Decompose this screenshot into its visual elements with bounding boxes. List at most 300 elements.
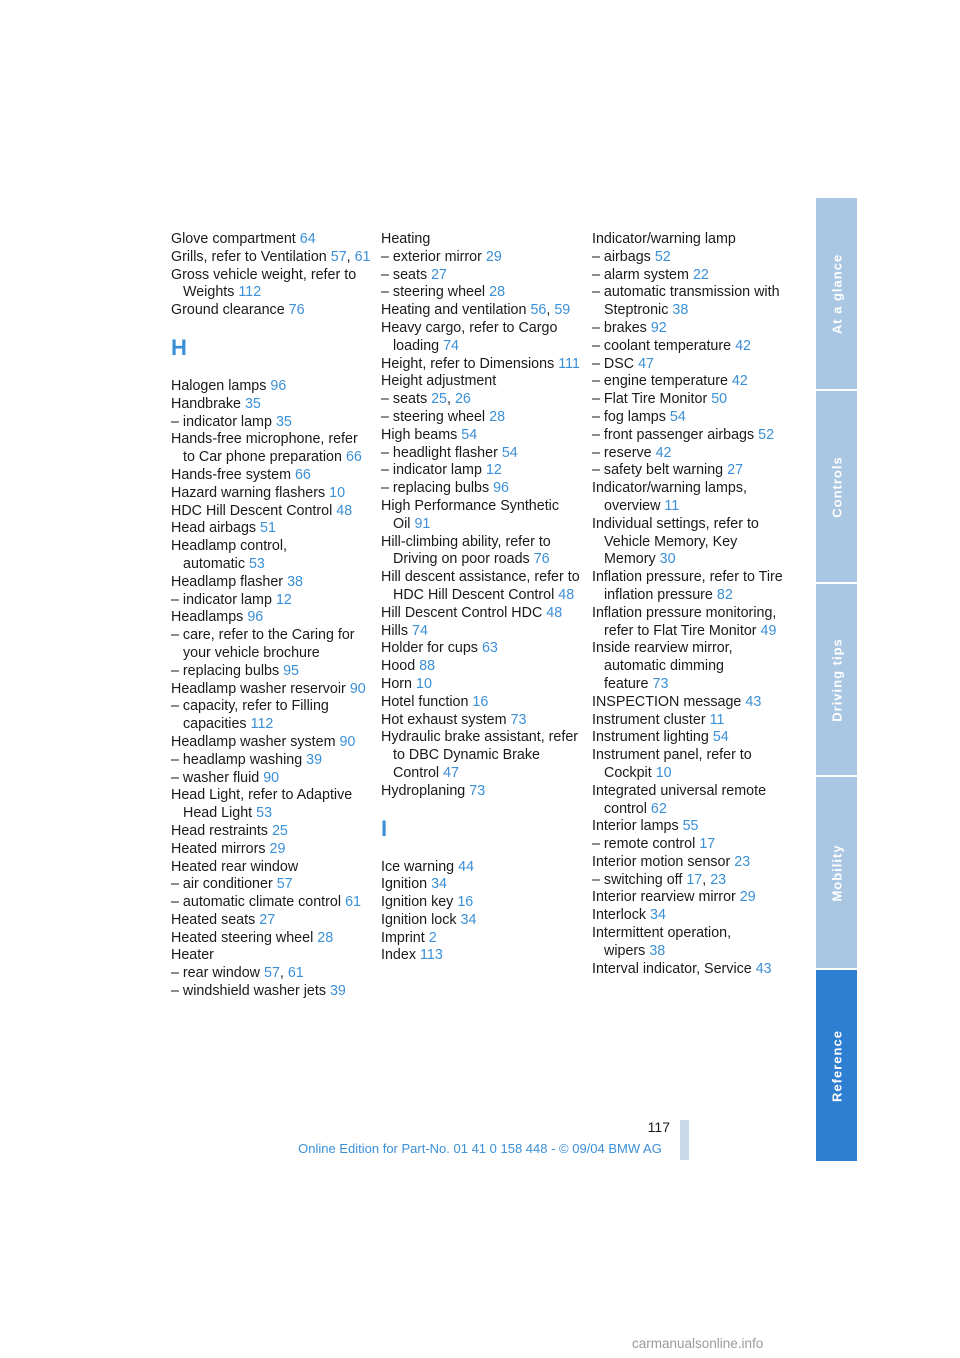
index-entry xyxy=(381,284,581,302)
page-ref-separator: , xyxy=(279,965,288,982)
section-tabs xyxy=(816,198,857,1160)
footer-edition-text: Online Edition for Part-No. 01 41 0 158 448 - © 09/04 BMW AG xyxy=(298,1141,662,1156)
index-entry xyxy=(171,947,371,965)
page-ref-link[interactable]: 43 xyxy=(745,693,762,710)
index-column-1 xyxy=(171,231,371,1001)
index-entry xyxy=(381,640,581,658)
index-entry xyxy=(381,445,581,463)
page-ref-link[interactable]: 57 xyxy=(330,248,347,265)
index-entry xyxy=(381,676,581,694)
page-ref-link[interactable]: 10 xyxy=(329,484,346,501)
page-ref-link[interactable]: 42 xyxy=(655,444,672,461)
index-entry-text: HDC Hill Descent Control xyxy=(171,502,333,519)
index-entry xyxy=(171,231,371,249)
page-ref-separator: , xyxy=(447,391,455,408)
tab-mobility[interactable] xyxy=(816,777,857,968)
index-entry-text: Grills, refer to Ventilation xyxy=(171,248,327,265)
index-entry xyxy=(381,859,581,877)
tab-label: Driving tips xyxy=(829,637,844,722)
index-entry xyxy=(171,414,371,432)
index-entry xyxy=(171,267,371,303)
index-entry xyxy=(381,534,581,570)
index-entry-text: Integrated universal remote control xyxy=(592,782,767,817)
index-entry xyxy=(381,373,581,391)
page-ref-link[interactable]: 28 xyxy=(317,929,334,946)
page-ref-link[interactable]: 62 xyxy=(650,800,667,817)
page-ref-link[interactable]: 25 xyxy=(431,391,448,408)
index-entry xyxy=(381,498,581,534)
index-entry-text: Ground clearance xyxy=(171,302,285,319)
page-ref-link[interactable]: 61 xyxy=(287,965,304,982)
page-ref-link[interactable]: 57 xyxy=(276,876,293,893)
tab-reference[interactable] xyxy=(816,970,857,1161)
page-ref-link[interactable]: 96 xyxy=(493,480,509,497)
index-entry-text: – capacity, refer to Filling capacities xyxy=(171,698,329,733)
index-entry-text: Hazard warning flashers xyxy=(171,484,326,501)
index-entry xyxy=(592,409,792,427)
page-ref-link[interactable]: 96 xyxy=(247,609,264,626)
index-entry xyxy=(592,445,792,463)
index-entry-text: Heated steering wheel xyxy=(171,929,314,946)
index-entry xyxy=(381,783,581,801)
index-entry xyxy=(171,752,371,770)
index-entry xyxy=(592,872,792,890)
index-entry xyxy=(381,729,581,782)
page-ref-link[interactable]: 35 xyxy=(244,395,261,412)
index-entry-text: INSPECTION message xyxy=(592,693,742,710)
page-ref-link[interactable]: 39 xyxy=(306,751,323,768)
index-entry xyxy=(592,391,792,409)
index-entry xyxy=(171,627,371,663)
index-entry-text: High beams xyxy=(381,426,458,443)
index-entry xyxy=(381,947,581,965)
index-entry-text: – rear window xyxy=(171,965,260,982)
page-ref-link[interactable]: 44 xyxy=(458,858,475,875)
index-entry xyxy=(171,396,371,414)
page-ref-link[interactable]: 10 xyxy=(655,764,672,781)
page-ref-link[interactable]: 12 xyxy=(275,591,292,608)
page-ref-link[interactable]: 27 xyxy=(727,462,744,479)
index-column-3 xyxy=(592,231,792,978)
page-ref-link[interactable]: 63 xyxy=(481,640,498,657)
page-ref-link[interactable]: 34 xyxy=(460,911,477,928)
index-entry xyxy=(171,609,371,627)
index-entry-text: Imprint xyxy=(381,929,425,946)
index-entry xyxy=(381,894,581,912)
index-entry-text: Intermittent operation, wipers xyxy=(592,925,732,959)
page-ref-link[interactable]: 54 xyxy=(501,444,518,461)
page-ref-link[interactable]: 57 xyxy=(264,965,280,982)
index-entry-text: Height adjustment xyxy=(381,373,497,390)
index-entry xyxy=(592,462,792,480)
index-entry xyxy=(381,480,581,498)
index-entry xyxy=(171,770,371,788)
index-letter-heading: I xyxy=(381,815,388,841)
index-entry-text: Hands-free system xyxy=(171,466,291,483)
page-ref-link[interactable]: 43 xyxy=(755,960,772,977)
index-entry-text: Head airbags xyxy=(171,520,257,537)
index-entry xyxy=(171,520,371,538)
index-entry xyxy=(592,961,792,979)
page-ref-link[interactable]: 53 xyxy=(256,805,273,822)
index-entry xyxy=(381,427,581,445)
index-entry-text: – automatic transmission with Steptronic xyxy=(592,284,780,319)
index-entry-text: Heated mirrors xyxy=(171,840,266,857)
index-entry xyxy=(592,320,792,338)
page-ref-link[interactable]: 59 xyxy=(554,302,571,319)
page-ref-link[interactable]: 26 xyxy=(454,391,471,408)
page-ref-link[interactable]: 56 xyxy=(530,302,547,319)
page-ref-link[interactable]: 29 xyxy=(269,840,286,857)
index-entry-text: Heater xyxy=(171,947,214,964)
page-ref-link[interactable]: 53 xyxy=(248,555,265,572)
page-ref-link[interactable]: 88 xyxy=(419,658,436,675)
page-ref-link[interactable]: 11 xyxy=(709,711,725,728)
index-entry xyxy=(592,925,792,961)
page-ref-link[interactable]: 48 xyxy=(546,604,563,621)
page-ref-link[interactable]: 42 xyxy=(735,337,751,354)
index-entry-text: Head Light, refer to Adaptive Head Light xyxy=(171,787,353,822)
index-entry xyxy=(171,698,371,734)
page-ref-link[interactable]: 95 xyxy=(283,662,299,679)
index-entry xyxy=(171,965,371,983)
page-ref-link[interactable]: 47 xyxy=(638,355,655,372)
index-entry xyxy=(171,378,371,396)
index-entry-text: Interval indicator, Service xyxy=(592,960,752,977)
index-entry-text: Indicator/warning lamp xyxy=(592,231,736,247)
index-entry-text: – airbags xyxy=(592,248,651,265)
index-entry xyxy=(592,480,792,516)
index-entry xyxy=(381,231,581,249)
index-entry xyxy=(592,729,792,747)
page-ref-link[interactable]: 73 xyxy=(510,711,527,728)
index-entry xyxy=(171,859,371,877)
index-entry xyxy=(381,876,581,894)
page-ref-link[interactable]: 76 xyxy=(288,302,305,319)
page-ref-link[interactable]: 112 xyxy=(250,716,274,733)
index-entry-text: Ice warning xyxy=(381,858,455,875)
page-ref-link[interactable]: 48 xyxy=(558,586,575,603)
index-entry xyxy=(171,894,371,912)
index-entry xyxy=(381,605,581,623)
index-entry-text: Interlock xyxy=(592,907,647,924)
index-entry xyxy=(592,284,792,320)
index-entry xyxy=(171,538,371,574)
index-entry-text: – DSC xyxy=(592,355,635,372)
index-entry-text: – reserve xyxy=(592,444,652,461)
index-entry xyxy=(171,912,371,930)
index-entry-text: Hills xyxy=(381,622,409,639)
index-entry-text: Height, refer to Dimensions xyxy=(381,355,555,372)
index-entry-text: – washer fluid xyxy=(171,769,260,786)
index-entry-text: Instrument lighting xyxy=(592,729,709,746)
index-entry xyxy=(171,302,371,320)
index-entry-text: Interior lamps xyxy=(592,818,679,835)
index-entry xyxy=(381,391,581,409)
index-entry xyxy=(381,912,581,930)
index-entry-text: Individual settings, refer to Vehicle Memory, Key Memory xyxy=(592,515,759,568)
index-entry xyxy=(592,249,792,267)
page-ref-link[interactable]: 2 xyxy=(428,929,437,946)
page-ref-link[interactable]: 34 xyxy=(431,876,448,893)
index-entry xyxy=(171,467,371,485)
page-ref-link[interactable]: 27 xyxy=(431,266,448,283)
page-ref-link[interactable]: 27 xyxy=(259,911,276,928)
index-entry-text: Hotel function xyxy=(381,693,469,710)
page-ref-link[interactable]: 92 xyxy=(650,319,667,336)
page-ref-link[interactable]: 54 xyxy=(712,729,729,746)
index-entry-text: Handbrake xyxy=(171,395,241,412)
page-ref-link[interactable]: 112 xyxy=(238,284,262,301)
index-entry-text: – Flat Tire Monitor xyxy=(592,391,708,408)
index-entry xyxy=(592,854,792,872)
page-ref-link[interactable]: 38 xyxy=(672,302,689,319)
page-ref-separator: , xyxy=(546,302,555,319)
index-entry-text: Ignition xyxy=(381,876,428,893)
index-entry xyxy=(381,320,581,356)
index-entry-text: Gross vehicle weight, refer to Weights xyxy=(171,266,357,301)
index-entry-text: – steering wheel xyxy=(381,284,486,301)
page-ref-separator: , xyxy=(346,248,355,265)
index-entry xyxy=(171,503,371,521)
page-ref-link[interactable]: 50 xyxy=(711,391,728,408)
page-ref-link[interactable]: 16 xyxy=(457,894,474,911)
page-ref-link[interactable]: 52 xyxy=(654,248,671,265)
page-ref-link[interactable]: 10 xyxy=(416,675,432,692)
index-entry xyxy=(381,267,581,285)
index-entry xyxy=(171,930,371,948)
index-entry xyxy=(592,356,792,374)
page-ref-link[interactable]: 39 xyxy=(329,983,346,1000)
index-entry-text: Hill-climbing ability, refer to Driving on poor roads xyxy=(381,533,551,568)
page-ref-link[interactable]: 90 xyxy=(263,769,280,786)
page-ref-link[interactable]: 16 xyxy=(472,693,489,710)
index-entry-text: – alarm system xyxy=(592,266,689,283)
tab-label: At a glance xyxy=(829,253,844,334)
index-entry-text: – remote control xyxy=(592,836,696,853)
index-entry-text: – seats xyxy=(381,391,428,408)
index-entry-text: Headlamp washer system xyxy=(171,733,336,750)
page-ref-link[interactable]: 90 xyxy=(349,680,366,697)
index-entry xyxy=(171,823,371,841)
index-entry-text: Heavy cargo, refer to Cargo loading xyxy=(381,319,558,354)
index-entry xyxy=(592,640,792,693)
tab-controls[interactable] xyxy=(816,391,857,582)
index-entry xyxy=(171,485,371,503)
index-entry-text: Heating and ventilation xyxy=(381,302,527,319)
page-ref-link[interactable]: 34 xyxy=(650,907,666,924)
page-number: 117 xyxy=(647,1119,670,1135)
page-ref-link[interactable]: 17 xyxy=(699,836,716,853)
page-ref-link[interactable]: 28 xyxy=(489,284,506,301)
tab-at-a-glance[interactable] xyxy=(816,198,857,389)
index-entry-text: – air conditioner xyxy=(171,876,273,893)
index-entry xyxy=(592,818,792,836)
index-entry-text: Index xyxy=(381,947,416,964)
index-entry xyxy=(381,930,581,948)
page-ref-link[interactable]: 17 xyxy=(686,871,703,888)
index-entry xyxy=(592,338,792,356)
index-entry xyxy=(592,747,792,783)
index-entry xyxy=(592,231,792,249)
page-ref-link[interactable]: 96 xyxy=(270,377,287,394)
index-entry xyxy=(171,681,371,699)
page-ref-link[interactable]: 48 xyxy=(336,502,353,519)
index-entry xyxy=(592,605,792,641)
index-entry xyxy=(171,249,371,267)
page-ref-link[interactable]: 29 xyxy=(485,248,502,265)
index-entry-text: – windshield washer jets xyxy=(171,983,326,1000)
page-ref-link[interactable]: 25 xyxy=(271,822,288,839)
page-ref-link[interactable]: 66 xyxy=(345,449,362,466)
page-ref-link[interactable]: 23 xyxy=(710,871,727,888)
index-entry-text: Heated rear window xyxy=(171,858,299,875)
index-letter-heading: H xyxy=(171,334,187,360)
index-entry-text: – seats xyxy=(381,266,428,283)
page-ref-link[interactable]: 113 xyxy=(419,947,443,964)
index-entry-text: Hydraulic brake assistant, refer to DBC Dynamic Brake Control xyxy=(381,729,579,781)
page-ref-link[interactable]: 54 xyxy=(461,426,478,443)
index-entry-text: Head restraints xyxy=(171,822,268,839)
index-entry-text: Glove compartment xyxy=(171,231,296,247)
index-entry-text: – safety belt warning xyxy=(592,462,724,479)
page-ref-link[interactable]: 90 xyxy=(339,733,356,750)
tab-driving-tips[interactable] xyxy=(816,584,857,775)
index-entry xyxy=(171,663,371,681)
page-ref-link[interactable]: 30 xyxy=(659,551,676,568)
index-entry-text: – coolant temperature xyxy=(592,337,732,354)
index-entry xyxy=(381,623,581,641)
page-ref-link[interactable]: 55 xyxy=(682,818,699,835)
page-ref-link[interactable]: 64 xyxy=(299,231,316,247)
tab-label: Mobility xyxy=(829,843,844,902)
index-entry-text: Ignition key xyxy=(381,894,454,911)
page-ref-link[interactable]: 61 xyxy=(345,894,361,911)
page-ref-link[interactable]: 54 xyxy=(669,408,686,425)
index-entry-text: Halogen lamps xyxy=(171,377,267,394)
index-entry-text: – engine temperature xyxy=(592,373,728,390)
index-entry xyxy=(592,373,792,391)
index-entry xyxy=(171,574,371,592)
index-entry-text: – steering wheel xyxy=(381,408,486,425)
index-entry-text: Headlamp control, automatic xyxy=(171,538,288,572)
index-entry xyxy=(381,694,581,712)
page-ref-link[interactable]: 111 xyxy=(558,355,580,372)
index-entry-text: Hill Descent Control HDC xyxy=(381,604,543,621)
index-entry xyxy=(381,409,581,427)
index-entry-text: – replacing bulbs xyxy=(381,480,490,497)
page-ref-link[interactable]: 28 xyxy=(489,408,506,425)
page-ref-link[interactable]: 76 xyxy=(533,551,550,568)
page-ref-link[interactable]: 29 xyxy=(739,889,756,906)
page-ref-link[interactable]: 73 xyxy=(652,675,669,692)
index-entry-text: – exterior mirror xyxy=(381,248,482,265)
page-ref-link[interactable]: 61 xyxy=(354,248,371,265)
index-entry-text: Inflation pressure, refer to Tire inflation pressure xyxy=(592,569,783,603)
watermark: carmanualsonline.info xyxy=(632,1336,764,1351)
page-ref-link[interactable]: 11 xyxy=(664,497,680,514)
tab-label: Reference xyxy=(829,1029,844,1102)
page-ref-link[interactable]: 23 xyxy=(734,853,751,870)
index-column-2 xyxy=(381,231,581,965)
page-ref-link[interactable]: 12 xyxy=(485,462,502,479)
index-entry xyxy=(592,836,792,854)
index-entry-text: – replacing bulbs xyxy=(171,662,280,679)
index-entry-text: Headlamp flasher xyxy=(171,573,284,590)
index-entry-text: – automatic climate control xyxy=(171,894,342,911)
index-entry-text: – switching off xyxy=(592,871,683,888)
index-entry-text: Indicator/warning lamps, overview xyxy=(592,480,747,514)
index-entry-text: Instrument cluster xyxy=(592,711,706,728)
tab-label: Controls xyxy=(829,455,844,518)
index-entry xyxy=(592,516,792,569)
index-entry-text: Hydroplaning xyxy=(381,782,466,799)
index-entry-text: Heating xyxy=(381,231,431,247)
page-ref-link[interactable]: 82 xyxy=(716,586,733,603)
page-ref-link[interactable]: 73 xyxy=(469,782,486,799)
index-entry-text: – brakes xyxy=(592,319,647,336)
index-entry xyxy=(171,787,371,823)
page-ref-link[interactable]: 74 xyxy=(443,337,460,354)
index-entry xyxy=(381,658,581,676)
page-ref-link[interactable]: 74 xyxy=(412,622,428,639)
index-entry xyxy=(171,592,371,610)
index-entry xyxy=(592,907,792,925)
index-entry xyxy=(171,734,371,752)
index-entry xyxy=(381,302,581,320)
index-entry-text: Inflation pressure monitoring, refer to Flat Tire Monitor xyxy=(592,604,777,639)
index-entry-text: – indicator lamp xyxy=(381,462,482,479)
index-entry xyxy=(171,876,371,894)
page-ref-link[interactable]: 35 xyxy=(275,413,292,430)
index-entry-text: – headlight flasher xyxy=(381,444,498,461)
index-entry-text: Headlamp washer reservoir xyxy=(171,680,346,697)
index-entry xyxy=(381,712,581,730)
page-ref-link[interactable]: 22 xyxy=(692,266,709,283)
page-ref-link[interactable]: 51 xyxy=(260,520,276,537)
index-entry xyxy=(592,783,792,819)
index-entry-text: Headlamps xyxy=(171,609,244,626)
page-ref-link[interactable]: 66 xyxy=(294,466,311,483)
index-entry-text: Inside rearview mirror, automatic dimming feature xyxy=(592,640,733,692)
page-ref-link[interactable]: 38 xyxy=(649,942,666,959)
index-entry xyxy=(592,427,792,445)
index-entry xyxy=(592,712,792,730)
index-entry xyxy=(381,356,581,374)
page-ref-link[interactable]: 47 xyxy=(443,764,459,781)
page-ref-link[interactable]: 42 xyxy=(731,373,748,390)
index-entry-text: Hot exhaust system xyxy=(381,711,507,728)
index-entry xyxy=(381,569,581,605)
index-entry xyxy=(592,267,792,285)
index-entry xyxy=(592,694,792,712)
page-ref-link[interactable]: 91 xyxy=(414,515,431,532)
index-entry xyxy=(592,889,792,907)
page-ref-separator: , xyxy=(702,871,711,888)
index-entry-text: – indicator lamp xyxy=(171,591,272,608)
index-entry xyxy=(592,569,792,605)
index-entry-text: – care, refer to the Caring for your vehicle brochure xyxy=(171,627,355,661)
index-entry xyxy=(381,462,581,480)
index-entry xyxy=(171,431,371,467)
index-entry-text: Hill descent assistance, refer to HDC Hill Descent Control xyxy=(381,569,580,603)
page-ref-link[interactable]: 52 xyxy=(758,426,775,443)
index-entry-text: Holder for cups xyxy=(381,640,478,657)
page-ref-link[interactable]: 38 xyxy=(287,573,303,590)
page-ref-link[interactable]: 49 xyxy=(760,622,777,639)
index-entry-text: Horn xyxy=(381,675,412,692)
index-entry xyxy=(171,983,371,1001)
